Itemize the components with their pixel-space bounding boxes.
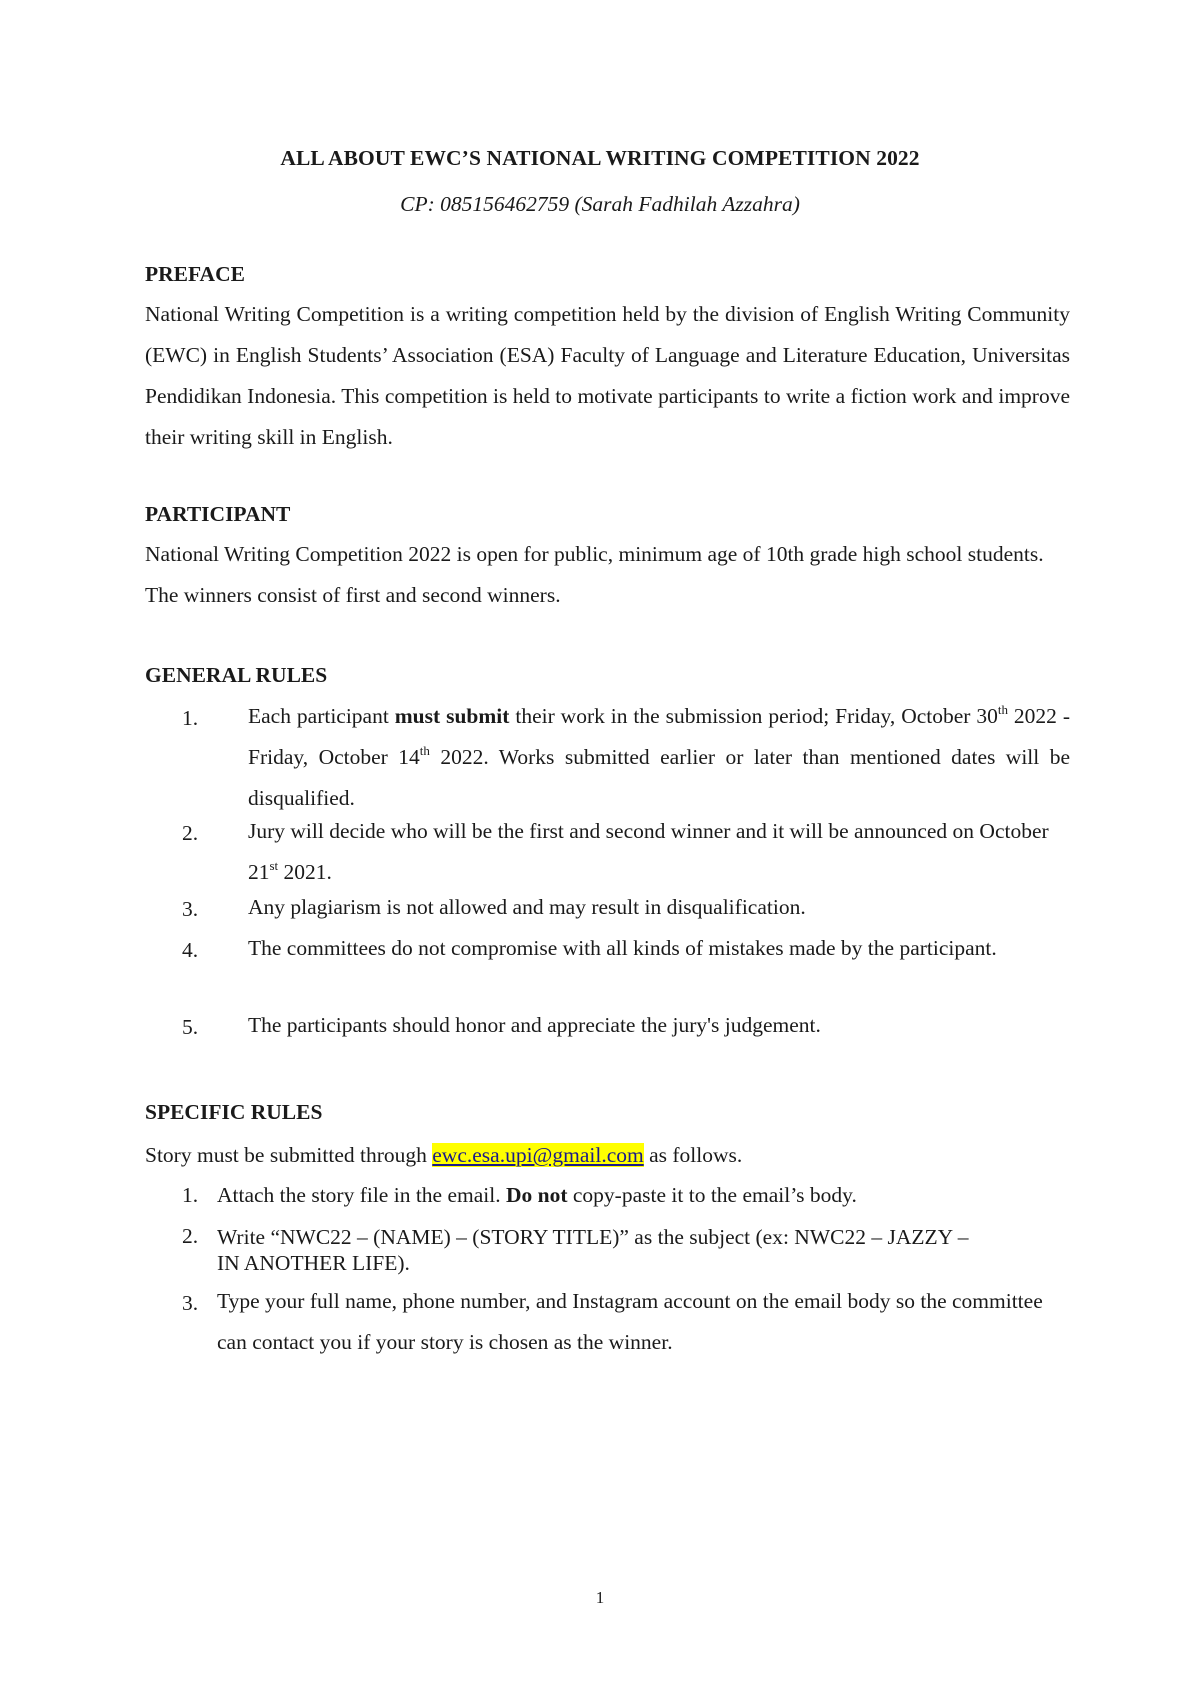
list-number: 4. — [182, 938, 199, 962]
list-number: 3. — [182, 1291, 199, 1315]
list-item-text: Attach the story file in the email. Do not copy-paste it to the email’s body. — [217, 1183, 857, 1207]
list-item-text: Jury will decide who will be the first and second winner and it will be announced on October 21st 2021. — [248, 819, 1049, 884]
list-item-text: Any plagiarism is not allowed and may result in disqualification. — [248, 895, 806, 919]
general-rules-heading: GENERAL RULES — [145, 663, 328, 687]
list-number: 5. — [182, 1015, 199, 1039]
list-number: 2. — [182, 1224, 199, 1248]
list-item-text: The committees do not compromise with all kinds of mistakes made by the participant. — [248, 936, 997, 960]
email-link[interactable]: ewc.esa.upi@gmail.com — [432, 1143, 644, 1167]
participant-heading: PARTICIPANT — [145, 502, 291, 526]
preface-body: National Writing Competition is a writing competition held by the division of English Writing Community (EWC) in English Students’ Association (ESA) Faculty of Language and Literature Education, Universitas Pendidikan Indonesia. This competition is held to motivate participants to write a fiction work and improve their writing skill in English. — [145, 302, 1070, 449]
list-item-text: Write “NWC22 – (NAME) – (STORY TITLE)” as the subject (ex: NWC22 – JAZZY – IN ANOTHER LIFE). — [217, 1225, 969, 1275]
page-number: 1 — [595, 1588, 605, 1607]
list-item-text: Each participant must submit their work in the submission period; Friday, October 30th 2022 - Friday, October 14th 2022. Works submitted earlier or later than mentioned dates will be disqualified. — [248, 702, 1071, 810]
specific-rules-heading: SPECIFIC RULES — [145, 1100, 323, 1124]
contact-person: CP: 085156462759 (Sarah Fadhilah Azzahra) — [400, 192, 800, 216]
participant-body: National Writing Competition 2022 is open for public, minimum age of 10th grade high school students. The winners consist of first and second winners. — [145, 542, 1044, 607]
list-item-text: The participants should honor and appreciate the jury's judgement. — [248, 1013, 821, 1037]
list-number: 1. — [182, 1183, 199, 1207]
document-title: ALL ABOUT EWC’S NATIONAL WRITING COMPETITION 2022 — [280, 146, 920, 170]
preface-heading: PREFACE — [145, 262, 245, 286]
list-number: 3. — [182, 897, 199, 921]
specific-rules-intro: Story must be submitted through ewc.esa.upi@gmail.com as follows. — [145, 1143, 743, 1167]
list-number: 1. — [182, 706, 199, 730]
list-number: 2. — [182, 821, 199, 845]
list-item-text: Type your full name, phone number, and Instagram account on the email body so the committee can contact you if your story is chosen as the winner. — [217, 1289, 1043, 1354]
